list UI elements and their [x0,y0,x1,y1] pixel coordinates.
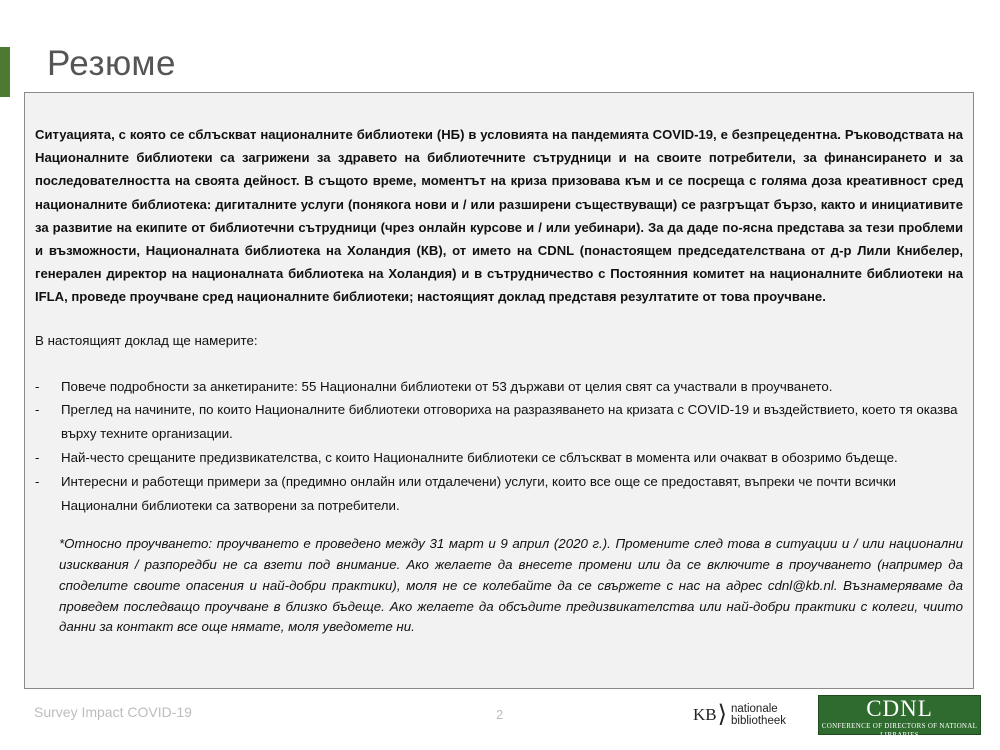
bullet-dash: - [35,402,40,418]
list-item-text: Най-често срещаните предизвикателства, с които Националните библиотеки се сблъскват в момента или очакват в обозримо бъдеще. [61,450,898,466]
cdnl-logo-name: CDNL [866,696,933,721]
summary-box [24,92,974,689]
report-contents-list [35,375,963,518]
list-item-text: Интересни и работещи примери за (предимно онлайн или отдалечени) услуги, които все още се предоставят, въпреки че почти всички Национални библиотеки са затворени за потребители. [61,473,896,513]
kb-logo-words [731,703,786,727]
kb-logo-bracket: ⟩ [717,701,727,728]
footer-label: Survey Impact COVID-19 [34,704,192,720]
list-item [35,375,963,399]
title-accent-bar [0,47,10,97]
kb-logo-line1: nationale [731,703,778,715]
kb-logo-mark: KB [693,705,717,724]
list-item [35,398,963,446]
kb-logo-line2: bibliotheek [731,715,786,727]
bullet-dash: - [35,473,40,489]
kb-logo [693,698,793,732]
cdnl-logo-subtitle: CONFERENCE OF DIRECTORS OF NATIONAL LIBRARIES [821,722,978,739]
cdnl-logo [818,695,981,739]
list-item-text: Преглед на начините, по които Националните библиотеки отговориха на разразяването на кризата с COVID-19 и въздействието, което тя оказва върху техните организации. [61,402,958,442]
list-item [35,446,963,470]
page-title: Резюме [47,44,176,83]
bullet-dash: - [35,450,40,466]
bullet-dash: - [35,378,40,394]
survey-note: *Относно проучването: проучването е проведено между 31 март и 9 април (2020 г.). Промените след това в ситуации и / или национални изисквания / разпоредби не са взети под внимание. Ако желаете да внесете промени или да се включите в проучването (например да споделите своите опасения и най-добри практики), моля не се колебайте да се свържете с нас на адрес cdnl@kb.nl. Възнамеряваме да проведем последващо проучване в близко бъдеще. Ако желаете да обсъдите предизвикателства или най-добри практики с колеги, чиито данни за контакт все още нямате, моля уведомете ни. [59,536,963,635]
intro-paragraph: Ситуацията, с която се сблъскват националните библиотеки (НБ) в условията на пандемията COVID-19, е безпрецедентна. Ръководствата на Националните библиотеки са загрижени за здравето на библиотечните сътрудници и на своите потребители, за финансирането и за последователността на своята дейност. В същото време, моментът на криза призовава към и се посреща с голяма доза креативност сред националните библиотека: дигиталните услуги (понякога нови и / или разширени съществуващи) се разгръщат бързо, както и инициативите за развитие на екипите от библиотечни сътрудници (чрез онлайн курсове и / или уебинари). За да даде по-ясна представа за тези проблеми и възможности, Националната библиотека на Холандия (КВ), от името на CDNL (понастоящем председателствана от д-р Лили Книбелер, генерален директор на националната библиотека на Холандия) и в сътрудничество с Постоянния комитет на националните библиотеки на IFLA, проведе проучване сред националните библиотеки; настоящият доклад представя резултатите от това проучване. [35,127,963,305]
page-number: 2 [496,707,504,722]
list-item-text: Повече подробности за анкетираните: 55 Национални библиотеки от 53 държави от целия свят са участвали в проучването. [61,378,833,394]
report-contents-lead: В настоящият доклад ще намерите: [35,332,258,348]
list-item [35,470,963,518]
